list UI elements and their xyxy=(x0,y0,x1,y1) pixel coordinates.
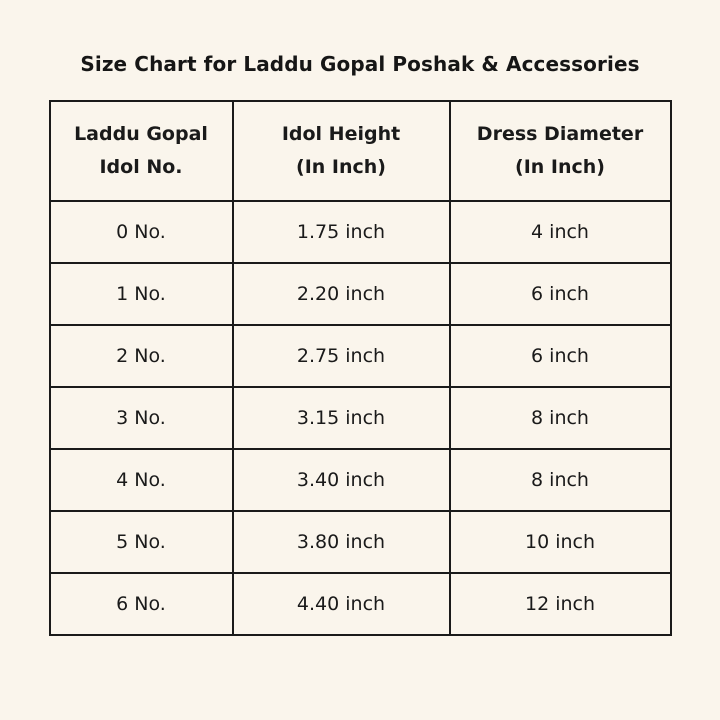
idol-no-cell: 4 No. xyxy=(50,449,233,511)
table-row xyxy=(50,449,671,511)
table-row xyxy=(50,387,671,449)
idol-no-cell: 6 No. xyxy=(50,573,233,635)
table-row xyxy=(50,511,671,573)
dress-diameter-cell: 12 inch xyxy=(450,573,671,635)
header-idol-height xyxy=(233,101,450,201)
table-body xyxy=(50,201,671,635)
dress-diameter-cell: 4 inch xyxy=(450,201,671,263)
header-dress-diameter xyxy=(450,101,671,201)
dress-diameter-cell: 6 inch xyxy=(450,263,671,325)
table-row xyxy=(50,325,671,387)
table-row xyxy=(50,201,671,263)
header-dress-diameter-line1: Dress Diameter xyxy=(476,123,644,145)
dress-diameter-cell: 8 inch xyxy=(450,387,671,449)
idol-height-cell: 2.75 inch xyxy=(233,325,450,387)
dress-diameter-cell: 6 inch xyxy=(450,325,671,387)
idol-height-cell: 3.40 inch xyxy=(233,449,450,511)
header-idol-height-line2: (In Inch) xyxy=(296,156,386,178)
header-idol-no-line1: Laddu Gopal xyxy=(74,123,208,145)
table-row xyxy=(50,101,671,201)
size-chart-table xyxy=(49,100,672,636)
idol-no-cell: 0 No. xyxy=(50,201,233,263)
idol-height-cell: 1.75 inch xyxy=(233,201,450,263)
header-idol-no xyxy=(50,101,233,201)
dress-diameter-cell: 8 inch xyxy=(450,449,671,511)
idol-no-cell: 3 No. xyxy=(50,387,233,449)
header-idol-no-line2: Idol No. xyxy=(99,156,183,178)
table-row xyxy=(50,573,671,635)
table-row xyxy=(50,263,671,325)
idol-height-cell: 3.80 inch xyxy=(233,511,450,573)
table-header-row xyxy=(50,101,671,201)
idol-no-cell: 2 No. xyxy=(50,325,233,387)
header-dress-diameter-line2: (In Inch) xyxy=(515,156,605,178)
idol-no-cell: 5 No. xyxy=(50,511,233,573)
idol-height-cell: 3.15 inch xyxy=(233,387,450,449)
dress-diameter-cell: 10 inch xyxy=(450,511,671,573)
idol-no-cell: 1 No. xyxy=(50,263,233,325)
idol-height-cell: 2.20 inch xyxy=(233,263,450,325)
page-title: Size Chart for Laddu Gopal Poshak & Accessories xyxy=(80,52,640,76)
idol-height-cell: 4.40 inch xyxy=(233,573,450,635)
header-idol-height-line1: Idol Height xyxy=(281,123,401,145)
